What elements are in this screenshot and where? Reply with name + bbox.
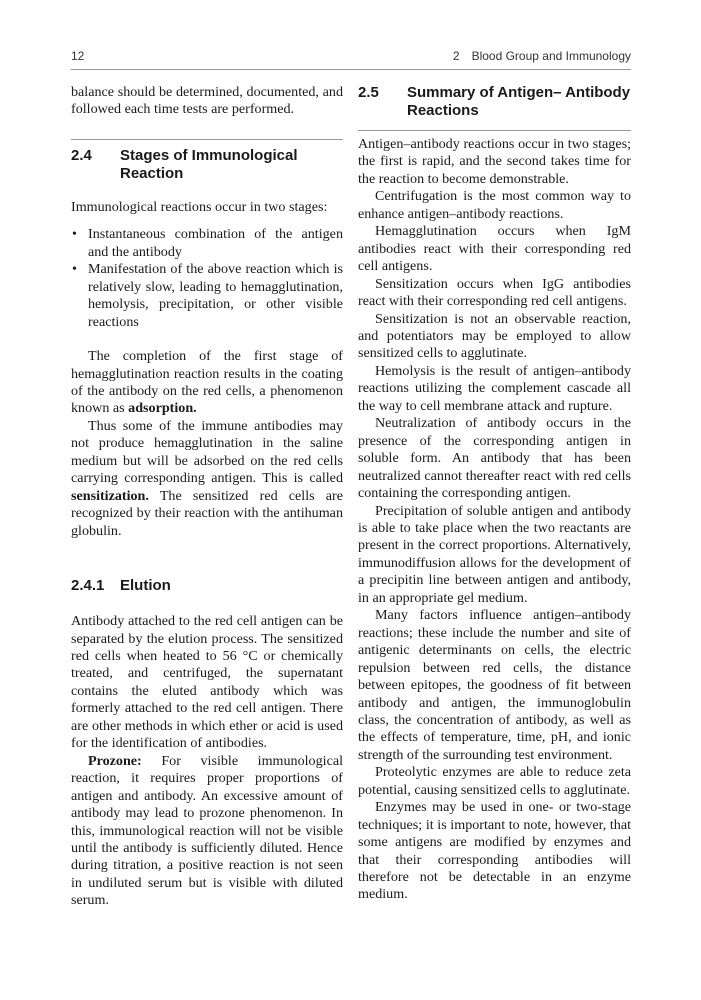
paragraph: Proteolytic enzymes are able to reduce zeta potential, causing sensitized cells to agglutinate.	[358, 764, 631, 798]
paragraph: Thus some of the immune antibodies may not produce hemagglutination in the saline medium but will be adsorbed on the red cells carrying corresponding antigen. This is called sensitization. The sensitized red cells are recognized by their reaction with the antihuman globulin.	[71, 417, 343, 539]
paragraph: Antibody attached to the red cell antigen can be separated by the elution process. The sensitized red cells when heated to 56 °C or chemically treated, and centrifuged, the supernatant contains the eluted antibody which was formerly attached to the red cell antigen. There are other methods in which ether or acid is used for the identification of antibodies.	[71, 613, 343, 752]
left-column	[71, 84, 343, 910]
chapter-title: 2 Blood Group and Immunology	[452, 49, 631, 63]
summary-body	[358, 136, 631, 904]
paragraph: Sensitization is not an observable reaction, and potentiators may be employed to allow sensitized cells to agglutinate.	[358, 310, 631, 362]
paragraph: Antigen–antibody reactions occur in two stages; the first is rapid, and the second takes time for the reaction to become demonstrable.	[358, 136, 631, 187]
paragraph: The completion of the first stage of hemagglutination reaction results in the coating of the antibody on the red cells, a phenomenon known as adsorption.	[71, 348, 343, 417]
term-adsorption: adsorption.	[128, 400, 197, 417]
bullet-marker: •	[72, 261, 77, 278]
section-number: 2.4.1	[71, 577, 105, 595]
right-column	[358, 84, 631, 904]
section-heading-2-5	[358, 84, 631, 120]
paragraph: Neutralization of antibody occurs in the presence of the corresponding antigen in soluble form. An antibody that has been neutralized cannot thereafter react with red cells containing the corresponding antigen.	[358, 415, 631, 502]
running-head	[71, 49, 631, 67]
section-rule	[358, 130, 631, 131]
continued-paragraph: balance should be determined, documented, and followed each time tests are performed.	[71, 84, 343, 118]
bullet-marker: •	[72, 226, 77, 243]
paragraph: Precipitation of soluble antigen and antibody is able to take place when the two reactants are present in the correct proportions. Alternatively, immunodiffusion allows for the development of a precipitin line between antigen and antibody, in an appropriate gel medium.	[358, 502, 631, 606]
section-rule	[71, 139, 343, 140]
section-heading-2-4-1	[71, 577, 343, 595]
section-title: Stages of Immunological Reaction	[120, 146, 298, 182]
section-title: Summary of Antigen– Antibody Reactions	[407, 84, 631, 119]
section-lead: Immunological reactions occur in two stages:	[71, 198, 328, 215]
bullet-list	[71, 226, 343, 331]
paragraph: Sensitization occurs when IgG antibodies react with their corresponding red cell antigens.	[358, 275, 631, 310]
list-item: • Instantaneous combination of the antigen and the antibody	[72, 226, 343, 260]
paragraph: Centrifugation is the most common way to enhance antigen–antibody reactions.	[358, 188, 631, 222]
paragraph: Enzymes may be used in one- or two-stage techniques; it is important to note, however, that some antigens are modified by enzymes and that their corresponding antibodies will therefore not be detectable in an enzyme medium.	[358, 799, 631, 903]
section-number: 2.4	[71, 146, 92, 164]
header-rule	[71, 69, 631, 70]
list-item: • Manifestation of the above reaction which is relatively slow, leading to hemagglutination, hemolysis, precipitation, or other visible reactions	[72, 261, 343, 330]
section-title: Elution	[120, 577, 171, 595]
paragraph: Hemagglutination occurs when IgM antibodies react with their corresponding red cell antigens.	[358, 223, 631, 275]
paragraph: Prozone: For visible immunological reaction, it requires proper proportions of antigen and antibody. An excessive amount of antibody may lead to prozone phenomenon. In this, immunological reaction will not be visible until the antibody is sufficiently diluted. Hence during titration, a positive reaction is not seen in undiluted serum but is visible with diluted serum.	[71, 752, 343, 909]
paragraph: Many factors influence antigen–antibody reactions; these include the number and site of antigenic determinants on cells, the electric repulsion between red cells, the distance between epitopes, the goodness of fit between antibody and antigen, the immunoglobulin class, the concentration of antibody, as well as the effects of temperature, time, pH, and ionic strength of the surrounding test environment.	[358, 607, 631, 763]
paragraph: Hemolysis is the result of antigen–antibody reactions utilizing the complement cascade all the way to cell membrane attack and rupture.	[358, 362, 631, 414]
page-number: 12	[71, 49, 85, 63]
section-heading-2-4	[71, 147, 343, 183]
section-number: 2.5	[358, 84, 379, 101]
term-prozone: Prozone:	[88, 752, 142, 769]
term-sensitization: sensitization.	[71, 487, 149, 504]
